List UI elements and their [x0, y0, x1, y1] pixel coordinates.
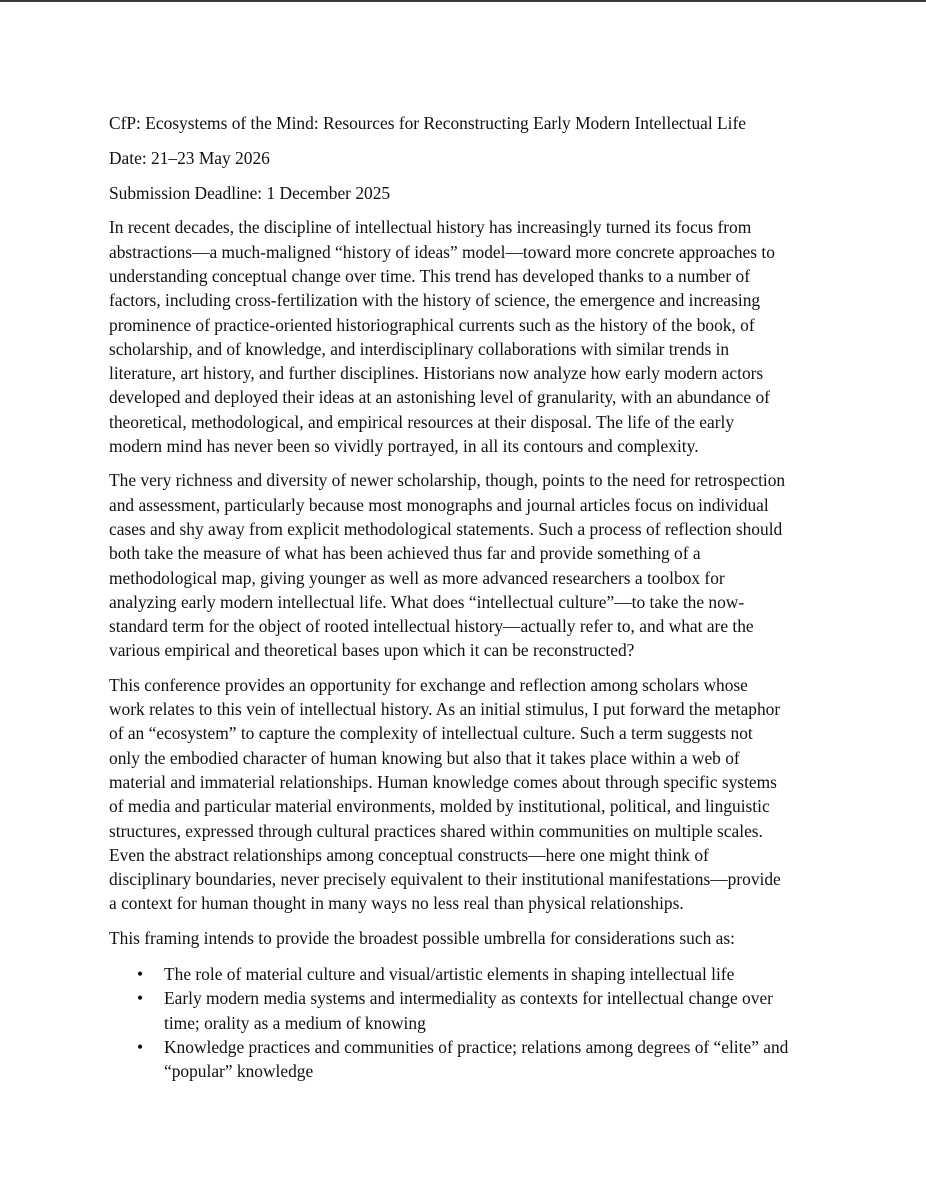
cfp-title: CfP: Ecosystems of the Mind: Resources for Reconstructing Early Modern Intellectual Life	[109, 113, 747, 133]
text-line: literature, art history, and further disciplines. Historians now analyze how early modern actors	[109, 363, 764, 384]
list-item	[109, 986, 821, 1035]
text-line: abstractions—a much-maligned “history of ideas” model—toward more concrete approaches to	[109, 241, 775, 262]
conference-date: Date: 21–23 May 2026	[109, 147, 270, 168]
text-line: scholarship, and of knowledge, and interdisciplinary collaborations with similar trends in	[109, 338, 730, 359]
text-line: analyzing early modern intellectual life. What does “intellectual culture”—to take the now-	[109, 591, 745, 612]
paragraph-assessment	[109, 468, 821, 662]
text-line: Even the abstract relationships among conceptual constructs—here one might think of	[109, 844, 709, 865]
text-line: Knowledge practices and communities of practice; relations among degrees of “elite” and	[164, 1036, 789, 1057]
text-line: theoretical, methodological, and empirical resources at their disposal. The life of the early	[109, 411, 735, 432]
text-line: prominence of practice-oriented historiographical currents such as the history of the book, of	[109, 314, 755, 335]
text-line: of an “ecosystem” to capture the complexity of intellectual culture. Such a term suggests not	[109, 723, 753, 744]
paragraph-intro	[109, 215, 821, 458]
paragraph-framing	[109, 926, 821, 950]
text-line: factors, including cross-fertilization with the history of science, the emergence and increasing	[109, 290, 761, 311]
page-top-border	[0, 0, 926, 2]
text-line: understanding conceptual change over time. This trend has developed thanks to a number of	[109, 265, 751, 286]
text-line: In recent decades, the discipline of intellectual history has increasingly turned its focus from	[109, 217, 752, 238]
text-line: “popular” knowledge	[164, 1061, 314, 1082]
bullet-icon: •	[137, 988, 144, 1009]
bullet-icon: •	[137, 964, 144, 984]
document-page	[109, 111, 821, 1083]
text-line: cases and shy away from explicit methodological statements. Such a process of reflection should	[109, 518, 783, 539]
text-line: standard term for the object of rooted intellectual history—actually refer to, and what are the	[109, 616, 754, 637]
text-line: This framing intends to provide the broadest possible umbrella for considerations such as:	[109, 927, 735, 948]
text-line: a context for human thought in many ways no less real than physical relationships.	[109, 893, 684, 914]
list-item	[109, 962, 821, 986]
text-line: disciplinary boundaries, never precisely equivalent to their institutional manifestations—provide	[109, 869, 781, 890]
text-line: only the embodied character of human knowing but also that it takes place within a web of	[109, 747, 740, 768]
text-line: work relates to this vein of intellectual history. As an initial stimulus, I put forward the metaphor	[109, 699, 781, 720]
text-line: modern mind has never been so vividly portrayed, in all its contours and complexity.	[109, 436, 699, 457]
text-line: methodological map, giving younger as well as more advanced researchers a toolbox for	[109, 567, 725, 588]
text-line: and assessment, particularly because most monographs and journal articles focus on individual	[109, 494, 769, 515]
text-line: The role of material culture and visual/artistic elements in shaping intellectual life	[164, 964, 735, 984]
submission-deadline: Submission Deadline: 1 December 2025	[109, 182, 391, 203]
topics-list	[109, 962, 821, 1083]
text-line: time; orality as a medium of knowing	[164, 1012, 426, 1033]
text-line: both take the measure of what has been achieved thus far and provide something of a	[109, 543, 701, 564]
text-line: developed and deployed their ideas at an astonishing level of granularity, with an abundance of	[109, 387, 770, 408]
text-line: various empirical and theoretical bases upon which it can be reconstructed?	[109, 640, 635, 661]
paragraph-conference	[109, 673, 821, 916]
text-line: The very richness and diversity of newer scholarship, though, points to the need for retrospection	[109, 470, 786, 491]
list-item	[109, 1035, 821, 1084]
text-line: material and immaterial relationships. Human knowledge comes about through specific systems	[109, 771, 777, 792]
bullet-icon: •	[137, 1036, 144, 1057]
text-line: This conference provides an opportunity for exchange and reflection among scholars whose	[109, 674, 748, 695]
text-line: Early modern media systems and intermediality as contexts for intellectual change over	[164, 988, 773, 1009]
text-line: structures, expressed through cultural practices shared within communities on multiple scales.	[109, 820, 763, 841]
text-line: of media and particular material environments, molded by institutional, political, and linguistic	[109, 796, 770, 817]
